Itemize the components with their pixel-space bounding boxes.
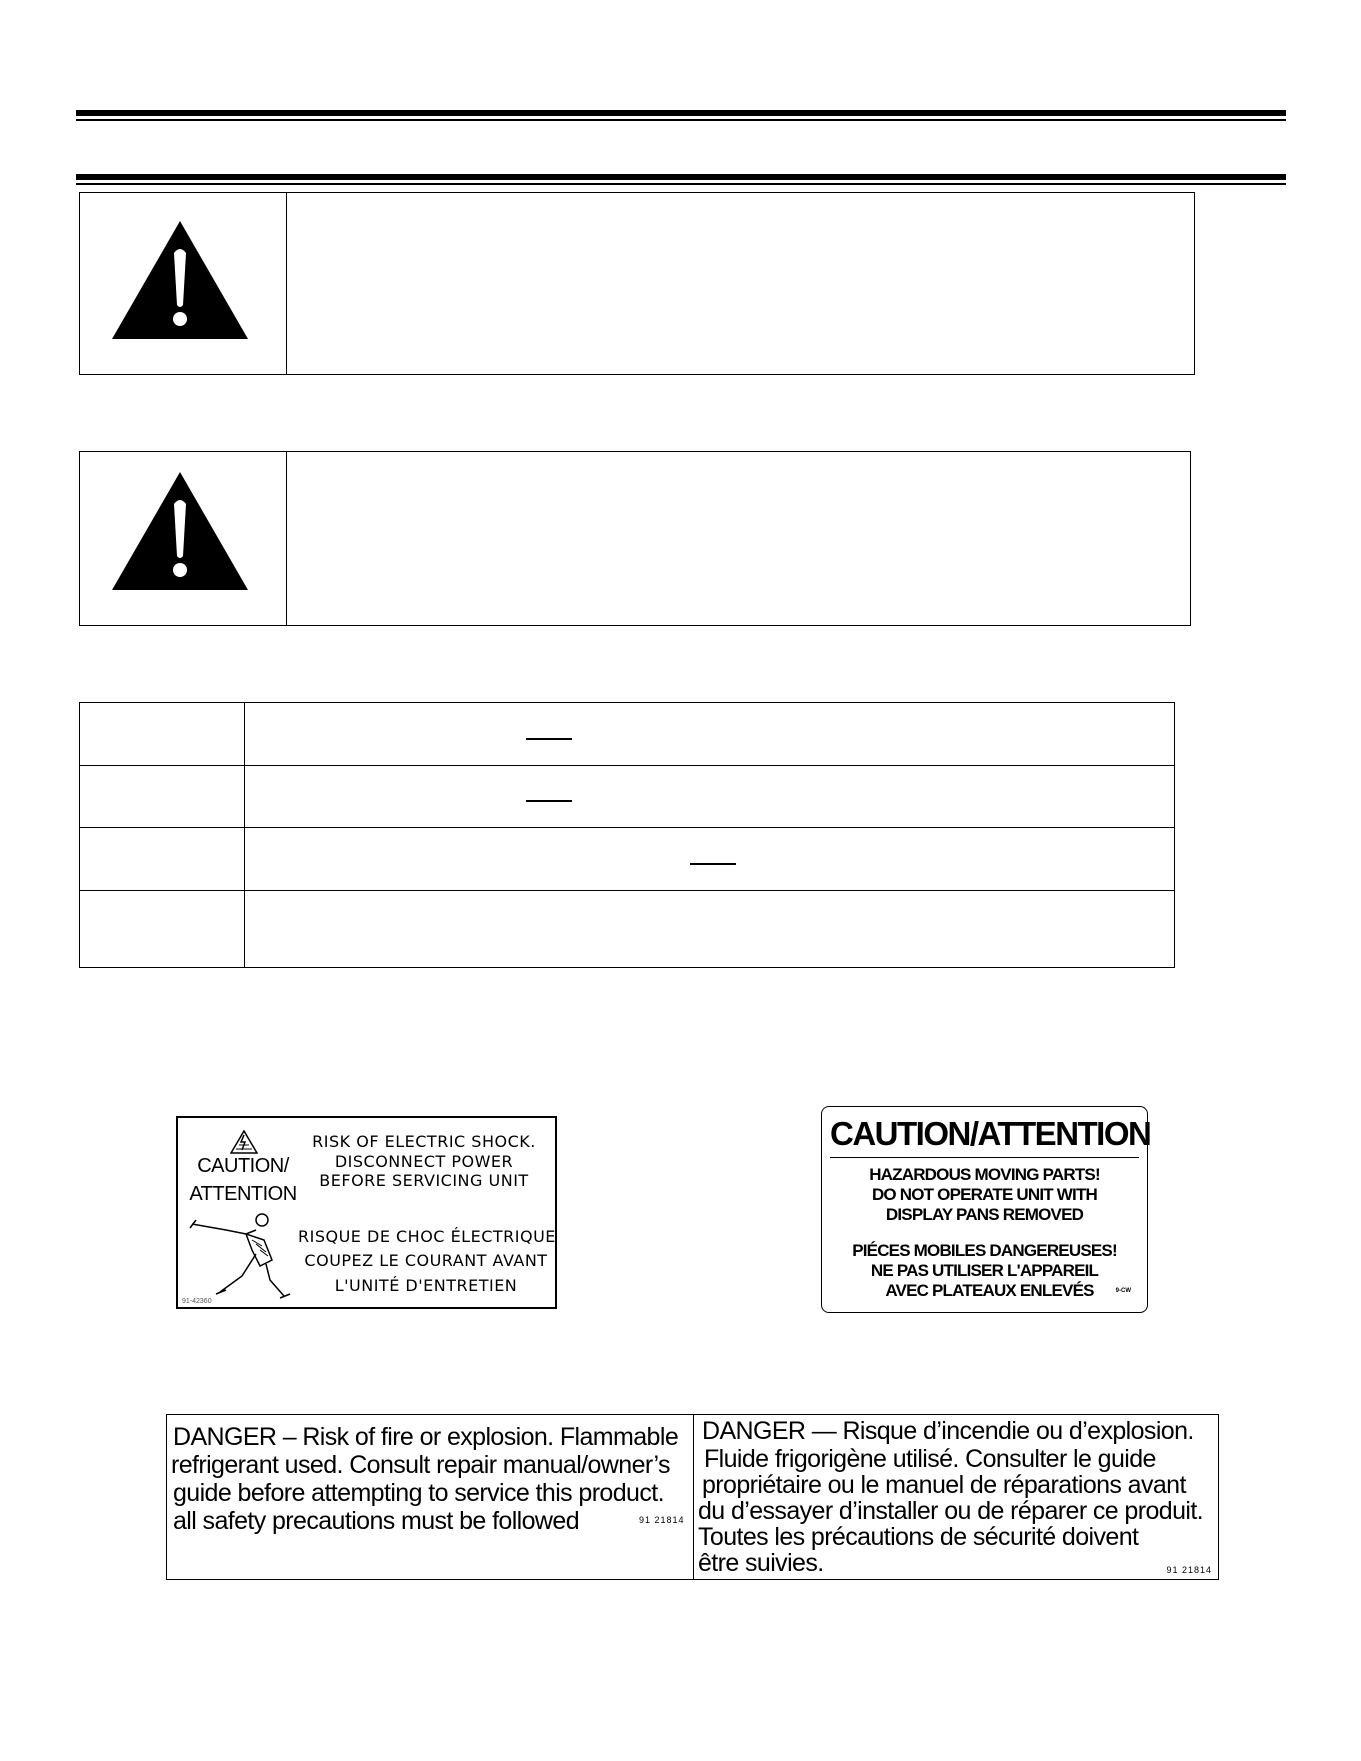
warning-triangle-icon <box>110 219 250 341</box>
electric-shock-person-icon <box>186 1210 298 1304</box>
caution-triangle-icon <box>230 1130 258 1154</box>
header-rule-bottom <box>76 174 1286 185</box>
header-rule-top <box>76 110 1286 121</box>
warning-icon-cell <box>80 452 287 625</box>
warning-box-2 <box>79 451 1191 626</box>
danger-en-line-4: all safety precautions must be followed <box>173 1507 579 1535</box>
moving-fr-line-3: AVEC PLATEAUX ENLEVÉS <box>885 1281 1094 1300</box>
danger-refrigerant-label <box>166 1414 1219 1580</box>
danger-en-line-2: refrigerant used. Consult repair manual/owner’s <box>171 1451 670 1479</box>
shock-en-line-1: RISK OF ELECTRIC SHOCK. <box>312 1132 536 1151</box>
danger-fr-line-1: DANGER — Risque d’incendie ou d’explosion. <box>702 1417 1194 1445</box>
moving-fr-line-1: PIÉCES MOBILES DANGEREUSES! <box>852 1241 1117 1260</box>
danger-code-left: 91 21814 <box>639 1515 685 1525</box>
danger-code-right: 91 21814 <box>1166 1565 1212 1575</box>
moving-fr-line-2: NE PAS UTILISER L'APPAREIL <box>870 1261 1099 1280</box>
warning-triangle-icon <box>110 470 250 592</box>
underline-mark <box>526 738 572 740</box>
danger-en-line-1: DANGER – Risk of fire or explosion. Flammable <box>173 1423 679 1451</box>
shock-en-line-3: BEFORE SERVICING UNIT <box>319 1171 529 1190</box>
caution-text-2: ATTENTION <box>189 1183 297 1205</box>
moving-parts-heading: CAUTION/ATTENTION <box>830 1113 1139 1158</box>
moving-label-code: 9-CW <box>1115 1288 1131 1294</box>
moving-en-line-1: HAZARDOUS MOVING PARTS! <box>869 1165 1100 1184</box>
table-column-divider <box>244 703 245 967</box>
shock-fr-line-1: RISQUE DE CHOC ÉLECTRIQUE <box>298 1227 556 1246</box>
moving-en-line-2: DO NOT OPERATE UNIT WITH <box>871 1185 1098 1204</box>
electric-shock-label <box>176 1116 557 1309</box>
danger-fr-line-3: propriétaire ou le manuel de réparations avant <box>702 1471 1186 1499</box>
shock-fr-line-2: COUPEZ LE COURANT AVANT <box>304 1251 548 1270</box>
danger-en-line-3: guide before attempting to service this product. <box>173 1479 664 1507</box>
warning-box-1 <box>79 192 1195 375</box>
moving-parts-label <box>821 1106 1151 1313</box>
moving-en-line-3: DISPLAY PANS REMOVED <box>885 1205 1084 1224</box>
danger-fr-line-5: Toutes les précautions de sécurité doivent <box>698 1523 1139 1551</box>
definitions-table <box>79 702 1175 968</box>
shock-label-code: 91-42360 <box>182 1298 212 1305</box>
shock-fr-line-3: L'UNITÉ D'ENTRETIEN <box>334 1276 518 1295</box>
caution-text-1: CAUTION/ <box>197 1155 289 1177</box>
underline-mark <box>526 800 572 802</box>
underline-mark <box>690 863 736 865</box>
danger-fr-line-6: être suivies. <box>698 1549 824 1577</box>
danger-english-panel <box>167 1415 694 1579</box>
danger-fr-line-4: du d’essayer d’installer ou de réparer ce produit. <box>698 1497 1204 1525</box>
shock-en-line-2: DISCONNECT POWER <box>334 1152 514 1171</box>
danger-french-panel <box>694 1415 1218 1579</box>
warning-icon-cell <box>80 193 287 374</box>
danger-fr-line-2: Fluide frigorigène utilisé. Consulter le guide <box>704 1445 1156 1473</box>
